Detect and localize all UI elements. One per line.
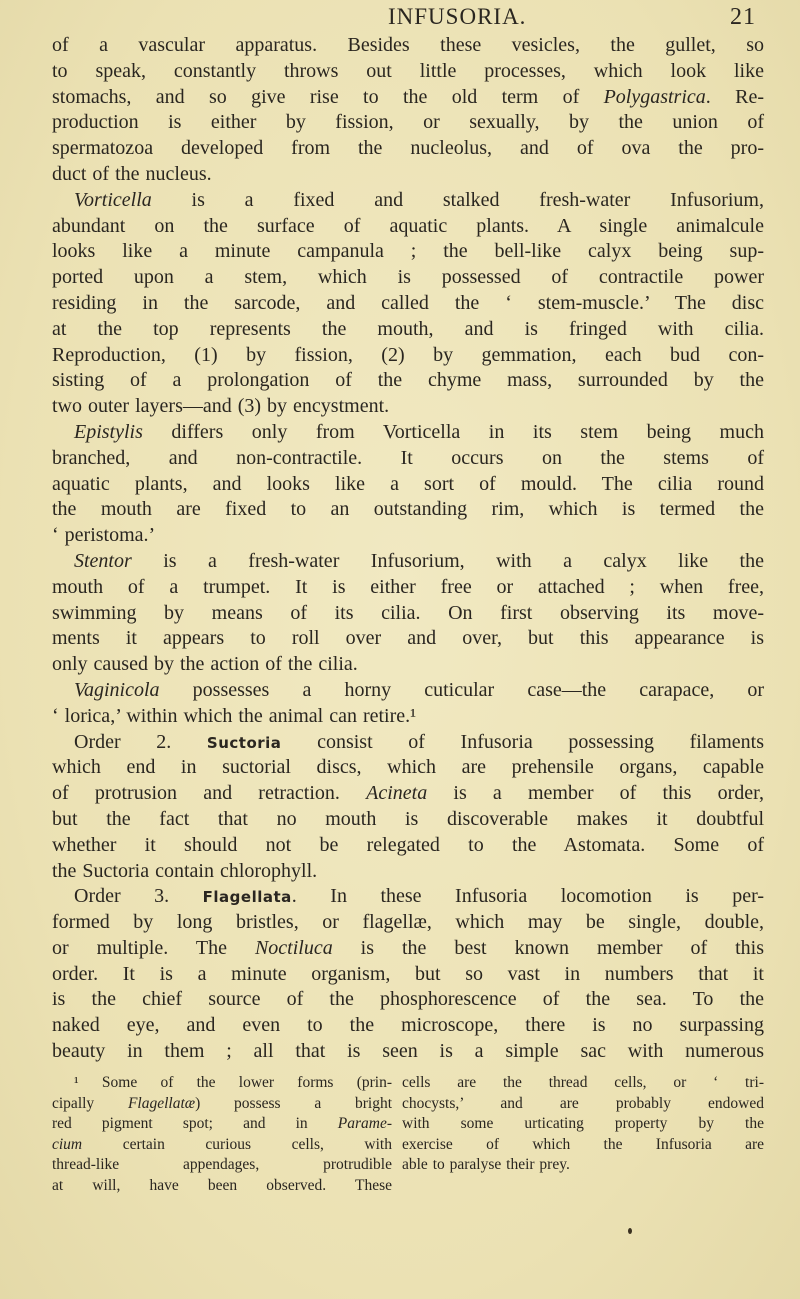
text-run: chocysts,’ and are probably endowed (402, 1094, 764, 1112)
text-line (402, 1094, 764, 1115)
text-run: duct of the nucleus. (52, 162, 212, 185)
text-line (52, 1039, 764, 1065)
text-line (52, 497, 764, 523)
text-run: the mouth are fixed to an outstanding rim, which is termed the (52, 498, 764, 521)
text-line (52, 755, 764, 781)
text-run: looks like a minute campanula ; the bell-like calyx being sup- (52, 240, 764, 263)
text-line (52, 85, 764, 111)
text-run: exercise of which the Infusoria are (402, 1135, 764, 1153)
text-run: which end in suctorial discs, which are prehensile organs, capable (52, 756, 764, 779)
text-line (52, 420, 764, 446)
text-run: able to paralyse their prey. (402, 1156, 570, 1174)
text-line (52, 1114, 392, 1135)
text-run: stomachs, and so give rise to the old term of (52, 85, 604, 108)
text-run: abundant on the surface of aquatic plants. A single animalcule (52, 214, 764, 237)
text-run: is a member of this order, (427, 782, 764, 805)
text-line (52, 781, 764, 807)
text-line (52, 33, 764, 59)
text-run: naked eye, and even to the microscope, there is no surpassing (52, 1014, 764, 1037)
text-line (52, 987, 764, 1013)
text-run: cells are the thread cells, or ‘ tri- (402, 1074, 764, 1091)
text-line (52, 1094, 392, 1115)
page-number: 21 (730, 4, 756, 30)
text-run: mouth of a trumpet. It is either free or attached ; when free, (52, 575, 764, 598)
running-head-title: INFUSORIA. (388, 4, 527, 29)
text-run: production is either by fission, or sexually, by the union of (52, 111, 764, 134)
text-run: ¹ Some of the lower forms (prin- (74, 1074, 392, 1091)
text-line (52, 884, 764, 910)
text-line (52, 652, 764, 678)
text-line (52, 446, 764, 472)
text-run: cipally (52, 1094, 128, 1112)
text-run: with some urticating property by the (402, 1115, 764, 1133)
text-line (52, 59, 764, 85)
text-run: two outer layers—and (3) by encystment. (52, 395, 390, 418)
text-line (52, 239, 764, 265)
text-run: residing in the sarcode, and called the ‘ stem-muscle.’ The disc (52, 291, 764, 314)
text-run: to speak, constantly throws out little processes, which look like (52, 59, 764, 82)
text-run: is the chief source of the phosphorescence of the sea. To the (52, 988, 764, 1011)
text-run: Order 3. (74, 885, 203, 908)
italic-term: Acineta (366, 782, 428, 805)
italic-term: Flagellatæ (127, 1094, 196, 1112)
text-run: is the best known member of this (332, 936, 764, 959)
italic-term: Polygastrica (603, 85, 706, 108)
italic-term: Parame- (337, 1115, 392, 1133)
italic-term: Vorticella (74, 188, 152, 211)
text-run: swimming by means of its cilia. On first observing its move- (52, 601, 764, 624)
text-run: possesses a horny cuticular case—the carapace, or (159, 678, 764, 701)
text-run: the Suctoria contain chlorophyll. (52, 859, 318, 882)
italic-term: Epistylis (74, 420, 143, 443)
text-line (52, 162, 764, 188)
text-run: of protrusion and retraction. (52, 782, 367, 805)
footnote-left-column (52, 1073, 392, 1197)
text-line (52, 678, 764, 704)
text-run: ‘ peristoma.’ (52, 524, 156, 547)
text-line (402, 1155, 764, 1176)
text-line (52, 136, 764, 162)
text-run: ported upon a stem, which is possessed of contractile power (52, 266, 764, 289)
order-name: Suctoria (206, 733, 282, 752)
text-run: Order 2. (74, 730, 207, 753)
text-run: at will, have been observed. These (52, 1176, 392, 1194)
text-line (52, 110, 764, 136)
body-text (52, 33, 764, 1065)
text-line (52, 343, 764, 369)
text-line (52, 472, 764, 498)
text-line (52, 291, 764, 317)
text-line (402, 1073, 764, 1094)
text-line (52, 833, 764, 859)
text-run: spermatozoa developed from the nucleolus, and of ova the pro- (52, 137, 764, 160)
text-line (52, 575, 764, 601)
text-run: but the fact that no mouth is discoverable makes it doubtful (52, 807, 764, 830)
text-run: beauty in them ; all that is seen is a simple sac with numerous (52, 1040, 764, 1063)
text-run: red pigment spot; and in (52, 1115, 338, 1133)
text-line (52, 910, 764, 936)
text-line (52, 962, 764, 988)
italic-term: Noctiluca (254, 936, 333, 959)
text-run: . In these Infusoria locomotion is per- (291, 885, 764, 908)
footnote-right-column (402, 1073, 764, 1176)
text-line (52, 626, 764, 652)
text-line (52, 1176, 392, 1197)
running-head (0, 4, 800, 34)
text-run: order. It is a minute organism, but so vast in numbers that it (52, 962, 764, 985)
text-line (52, 704, 764, 730)
italic-term: Stentor (74, 549, 132, 572)
text-run: certain curious cells, with (82, 1135, 392, 1153)
text-run: is a fresh-water Infusorium, with a calyx like the (131, 549, 764, 572)
text-line (52, 730, 764, 756)
text-line (52, 368, 764, 394)
text-line (52, 1013, 764, 1039)
text-line (52, 1135, 392, 1156)
text-line (52, 188, 764, 214)
text-run: sisting of a prolongation of the chyme mass, surrounded by the (52, 369, 764, 392)
text-line (52, 1073, 392, 1094)
text-run: is a fixed and stalked fresh-water Infusorium, (151, 188, 764, 211)
text-line (52, 523, 764, 549)
text-run: thread-like appendages, protrudible (52, 1156, 392, 1174)
text-run: . Re- (705, 85, 764, 108)
order-name: Flagellata (202, 888, 292, 907)
text-run: at the top represents the mouth, and is fringed with cilia. (52, 317, 764, 340)
text-run: ments it appears to roll over and over, but this appearance is (52, 627, 764, 650)
text-line (52, 549, 764, 575)
text-line (52, 936, 764, 962)
text-line (52, 317, 764, 343)
text-run: aquatic plants, and looks like a sort of mould. The cilia round (52, 472, 764, 495)
text-run: only caused by the action of the cilia. (52, 653, 358, 676)
text-run: differs only from Vorticella in its stem being much (142, 420, 764, 443)
text-run: whether it should not be relegated to the Astomata. Some of (52, 833, 764, 856)
text-run: consist of Infusoria possessing filaments (281, 730, 765, 753)
italic-term: cium (52, 1135, 83, 1153)
text-line (52, 601, 764, 627)
text-run: formed by long bristles, or flagellæ, which may be single, double, (52, 911, 764, 934)
text-run: of a vascular apparatus. Besides these vesicles, the gullet, so (52, 34, 764, 56)
text-run: ‘ lorica,’ within which the animal can retire.¹ (52, 704, 417, 727)
text-run: branched, and non-contractile. It occurs on the stems of (52, 446, 764, 469)
text-line (52, 807, 764, 833)
text-run: Reproduction, (1) by fission, (2) by gemmation, each bud con- (52, 343, 764, 366)
text-line (52, 1155, 392, 1176)
italic-term: Vaginicola (74, 678, 160, 701)
text-run: ) possess a bright (195, 1094, 392, 1112)
text-line (52, 394, 764, 420)
text-line (52, 859, 764, 885)
text-line (52, 265, 764, 291)
text-run: or multiple. The (52, 936, 255, 959)
text-line (52, 214, 764, 240)
text-line (402, 1114, 764, 1135)
text-line (402, 1135, 764, 1156)
ink-speck (628, 1228, 632, 1234)
